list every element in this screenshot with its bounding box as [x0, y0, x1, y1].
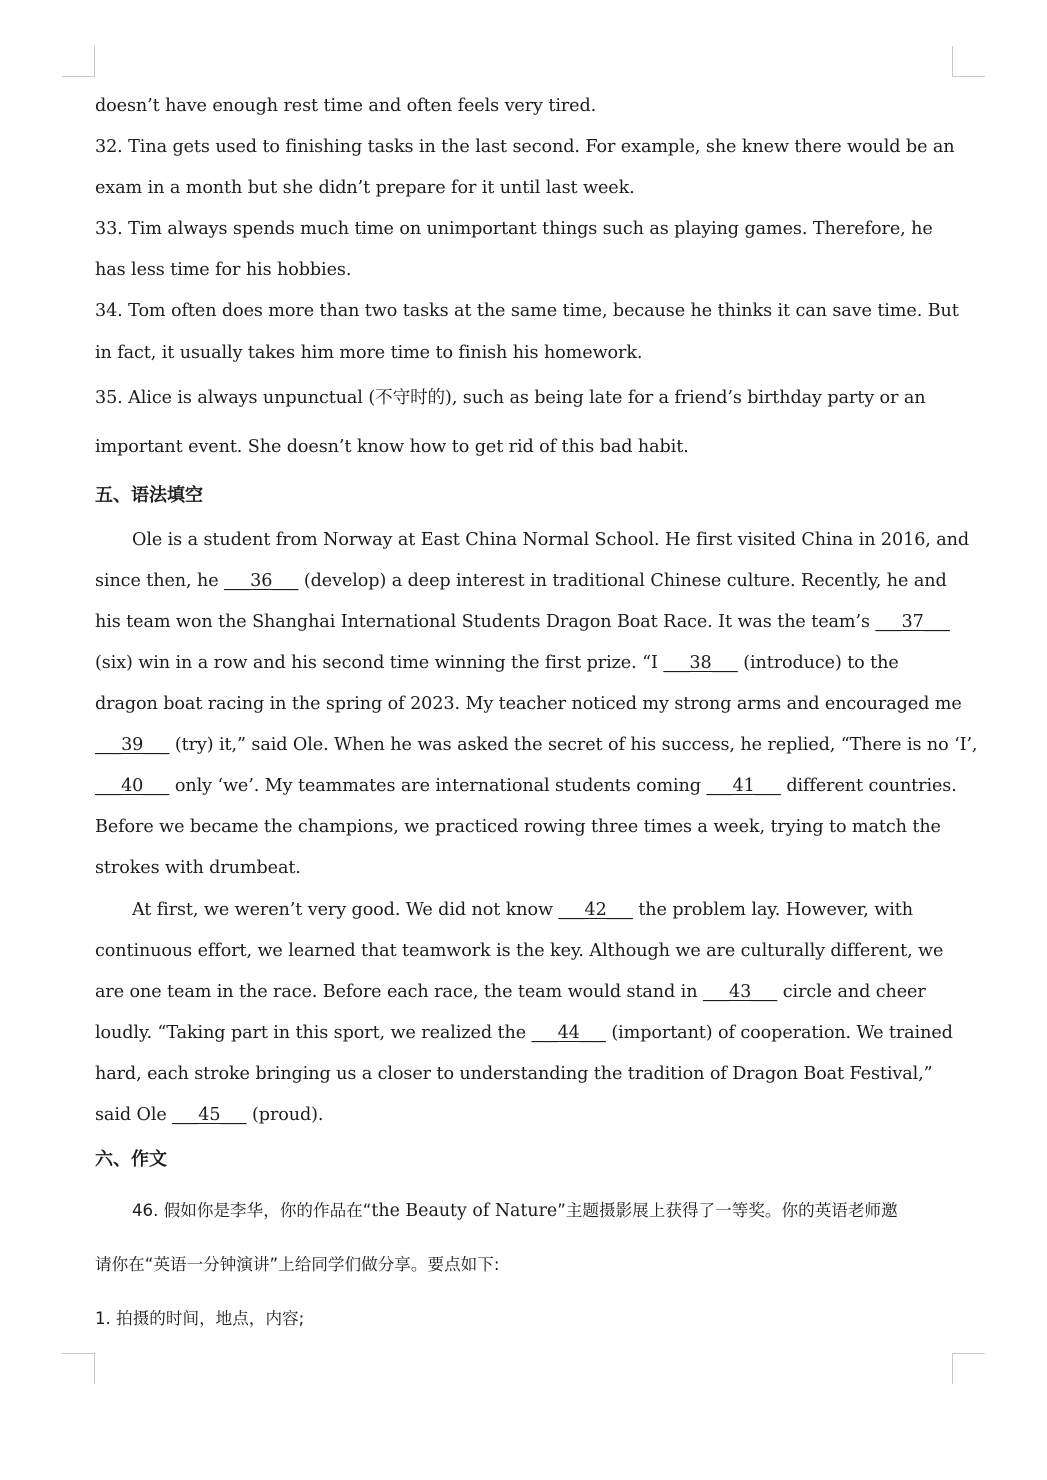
paragraph-32-line-1: 32. Tina gets used to finishing tasks in the last second. For example, she knew there would be an — [95, 137, 955, 158]
paragraph-34-line-2: in fact, it usually takes him more time to finish his homework. — [95, 342, 643, 363]
passage-line: (six) win in a row and his second time winning the first prize. “I ___38___ (introduce) to the — [95, 652, 899, 673]
crop-mark-top-left — [62, 46, 95, 77]
passage-line: hard, each stroke bringing us a closer to understanding the tradition of Dragon Boat Festival,” — [95, 1063, 933, 1084]
blank-38: ___38___ — [663, 652, 738, 673]
section-heading-writing: 六、作文 — [95, 1149, 167, 1171]
blank-39: ___39___ — [95, 735, 170, 756]
paragraph-34-line-1: 34. Tom often does more than two tasks at the same time, because he thinks it can save time. But — [95, 301, 959, 322]
passage-line: said Ole ___45___ (proud). — [95, 1104, 324, 1125]
blank-40: ___40___ — [95, 776, 170, 797]
blank-42: ___42___ — [558, 899, 633, 920]
blank-41: ___41___ — [706, 776, 781, 797]
crop-mark-bottom-left — [62, 1353, 95, 1384]
blank-36: ___36___ — [224, 570, 299, 591]
blank-43: ___43___ — [702, 981, 778, 1002]
document-page — [95, 86, 978, 1346]
blank-44: ___44___ — [531, 1022, 606, 1043]
passage-line: At first, we weren’t very good. We did not know ___42___ the problem lay. However, with — [132, 899, 913, 920]
writing-point-1: 1. 拍摄的时间，地点，内容; — [95, 1309, 305, 1329]
passage-line: his team won the Shanghai International Students Dragon Boat Race. It was the team’s ___37___ — [95, 611, 950, 632]
paragraph-35-line-1: 35. Alice is always unpunctual (不守时的), such as being late for a friend’s birthday party or an — [95, 387, 926, 408]
passage-line: continuous effort, we learned that teamwork is the key. Although we are culturally different, we — [95, 940, 944, 961]
writing-prompt-line-1: 46. 假如你是李华，你的作品在“the Beauty of Nature”主题摄影展上获得了一等奖。你的英语老师邀 — [132, 1201, 898, 1222]
passage-line: since then, he ___36___ (develop) a deep interest in traditional Chinese culture. Recently, he and — [95, 570, 947, 591]
passage-line: are one team in the race. Before each race, the team would stand in ___43___ circle and cheer — [95, 981, 926, 1002]
blank-45: ___45___ — [172, 1104, 247, 1125]
crop-mark-bottom-right — [952, 1353, 985, 1384]
passage-line: ___39___ (try) it,” said Ole. When he was asked the secret of his success, he replied, “There is no ‘I’, — [95, 735, 978, 756]
paragraph-35-line-2: important event. She doesn’t know how to get rid of this bad habit. — [95, 436, 689, 457]
passage-line: Ole is a student from Norway at East China Normal School. He first visited China in 2016, and — [132, 529, 970, 550]
passage-line: strokes with drumbeat. — [95, 858, 301, 879]
section-heading-grammar-fill: 五、语法填空 — [95, 484, 203, 506]
paragraph-33-line-2: has less time for his hobbies. — [95, 260, 352, 281]
blank-37: ___37___ — [875, 611, 950, 632]
passage-line: dragon boat racing in the spring of 2023. My teacher noticed my strong arms and encouraged me — [95, 694, 962, 715]
passage-line: Before we became the champions, we practiced rowing three times a week, trying to match the — [95, 817, 941, 838]
paragraph-32-line-2: exam in a month but she didn’t prepare for it until last week. — [95, 178, 635, 199]
crop-mark-top-right — [952, 46, 985, 77]
writing-prompt-line-2: 请你在“英语一分钟演讲”上给同学们做分享。要点如下: — [95, 1255, 500, 1275]
passage-line: ___40___ only ‘we’. My teammates are international students coming ___41___ different countries. — [95, 776, 957, 797]
paragraph-31-tail: doesn’t have enough rest time and often feels very tired. — [95, 96, 597, 116]
paragraph-33-line-1: 33. Tim always spends much time on unimportant things such as playing games. Therefore, he — [95, 219, 933, 240]
passage-line: loudly. “Taking part in this sport, we realized the ___44___ (important) of cooperation. We trained — [95, 1022, 953, 1043]
